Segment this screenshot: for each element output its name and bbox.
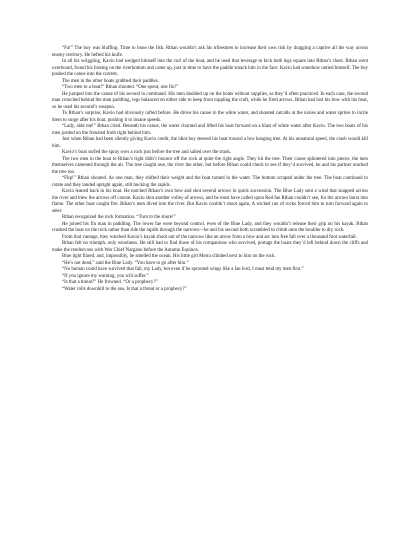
paragraph: Rthan felt no triumph, only weariness. He still had to find those of his companions who survived, portage the boats they’d left behind down the cliffs and make the rendezvous with War Chief Nargano before the Autumn Equinox. bbox=[52, 241, 368, 253]
paragraph: “Flip!” Rthan shouted. As one man, they shifted their weight and the boat turned in the water. The bottom scraped under the tree. The boat continued to rotate and they landed upright again, still bucking the rapids. bbox=[52, 176, 368, 188]
paragraph: “Water rolls downhill to the sea. Is that a threat or a prophecy?” bbox=[62, 286, 187, 292]
paragraph: Kavio leaned back in his boat. He notched Rthan’s own bow and shot several arrows in quick succession. The Blue Lady sent a wind that snapped across the river and blew the arrows off course. Kavio shot another volley of arrows, and he must have called upon Red fae Rthan couldn’t see, for the arrows burst into flame. The other boat caught fire. Rthan’s men dived into the river. But Kavio couldn’t shoot again. A wicked run of rocks forced him to turn forward again to steer. bbox=[52, 189, 368, 214]
paragraph: The men in the other boats grabbed their paddles. bbox=[62, 78, 159, 84]
paragraph: Rthan recognized the rock formation. “Turn to the shore!” bbox=[62, 215, 176, 220]
paragraph: “Is that a threat?” He frowned. “Or a prophecy?” bbox=[62, 280, 158, 285]
paragraph: “Two men to a boat!” Rthan shouted. “One spout, one fin!” bbox=[62, 85, 179, 90]
paragraph: The two men in the boat to Rthan’s right didn’t bounce off the rock at quite the right angle. They hit the tree. Their canoe splintered into pieces, the men themselves careened through the air. The tree caught one, the river the other, but before Rthan could check to see if they’d survived, he and his partner reached the tree too. bbox=[52, 156, 368, 175]
paragraph: Kavio’s boat surfed the spray over a rock just before the tree and sailed over the trunk. bbox=[62, 150, 232, 155]
paragraph: In all his wriggling, Kavio had wedged himself into the curl of the boat, and he used that leverage to kick both legs square into Rthan’s chest. Rthan went overboard, found his footing on the riverbottom and came up, just in time to have the paddle smack him in the face. Kavio had somehow untied himself. The boy pushed the canoe into the current. bbox=[52, 59, 368, 77]
paragraph: Blue light flared, and, impossibly, he smelled the ocean. His little girl Meira climbed next to him on the rock. bbox=[62, 254, 276, 259]
paragraph: He jumped into the canoe of his second in command. His men doubled up on the boats without supplies, as they’d often practiced. In each case, the second man crouched behind the man paddling, legs balanced on either side to keep from toppling the craft, while he fired arrows. Rthan had lost his bow with his boat, so he used his second’s weapon. bbox=[52, 91, 368, 110]
paragraph: “If you ignore my warning, you will suffer.” bbox=[62, 273, 149, 279]
paragraph: From that vantage, they watched Kavio’s kayak shoot out of the narrows like an arrow from a bow and arc into free fall over a thousand foot waterfall. bbox=[62, 234, 357, 240]
page-body bbox=[52, 46, 368, 293]
paragraph: “Fa!” The boy was bluffing. Time to bone the fish. Rthan wouldn’t ask his tribesmen to increase their own risk by dragging a captive all the way across enemy territory. He hefted his knife. bbox=[52, 46, 368, 58]
paragraph: Just when Rthan had been silently giving Kavio credit, the idiot boy steered his boat toward a low hanging tree. At his unnatural speed, the crash would kill him. bbox=[52, 137, 368, 149]
paragraph: “Lady, aide me!” Rthan cried. Beneath his canoe, the water churned and lifted his boat forward on a blast of white water after Kavio. The two boats of his men jostled on the frenzied froth right behind him. bbox=[52, 124, 368, 136]
paragraph: “No human could have survived that fall, my Lady, but even if he sprouted wings like a fae lord, I must tend my men first.” bbox=[62, 267, 304, 272]
paragraph: To Rthan’s surprise, Kavio had obviously rafted before. He drove his canoe to the white water, and shouted catcalls at the nixies and water sprites to incite them to surge after his boat, pushing it to insane speeds. bbox=[52, 111, 368, 123]
paragraph: “He’s not dead,” said the Blue Lady. “You have to go after him.” bbox=[62, 260, 189, 266]
paragraph: He joined his fin man in paddling. The lower fae were beyond control, even of the Blue Lady, and they wouldn’t release their grip on his kayak. Rthan crashed the boat on the rock rather than ride the rapids through the narrows—he and his second both scrambled to climb onto the boulder to dry rock. bbox=[52, 221, 368, 233]
